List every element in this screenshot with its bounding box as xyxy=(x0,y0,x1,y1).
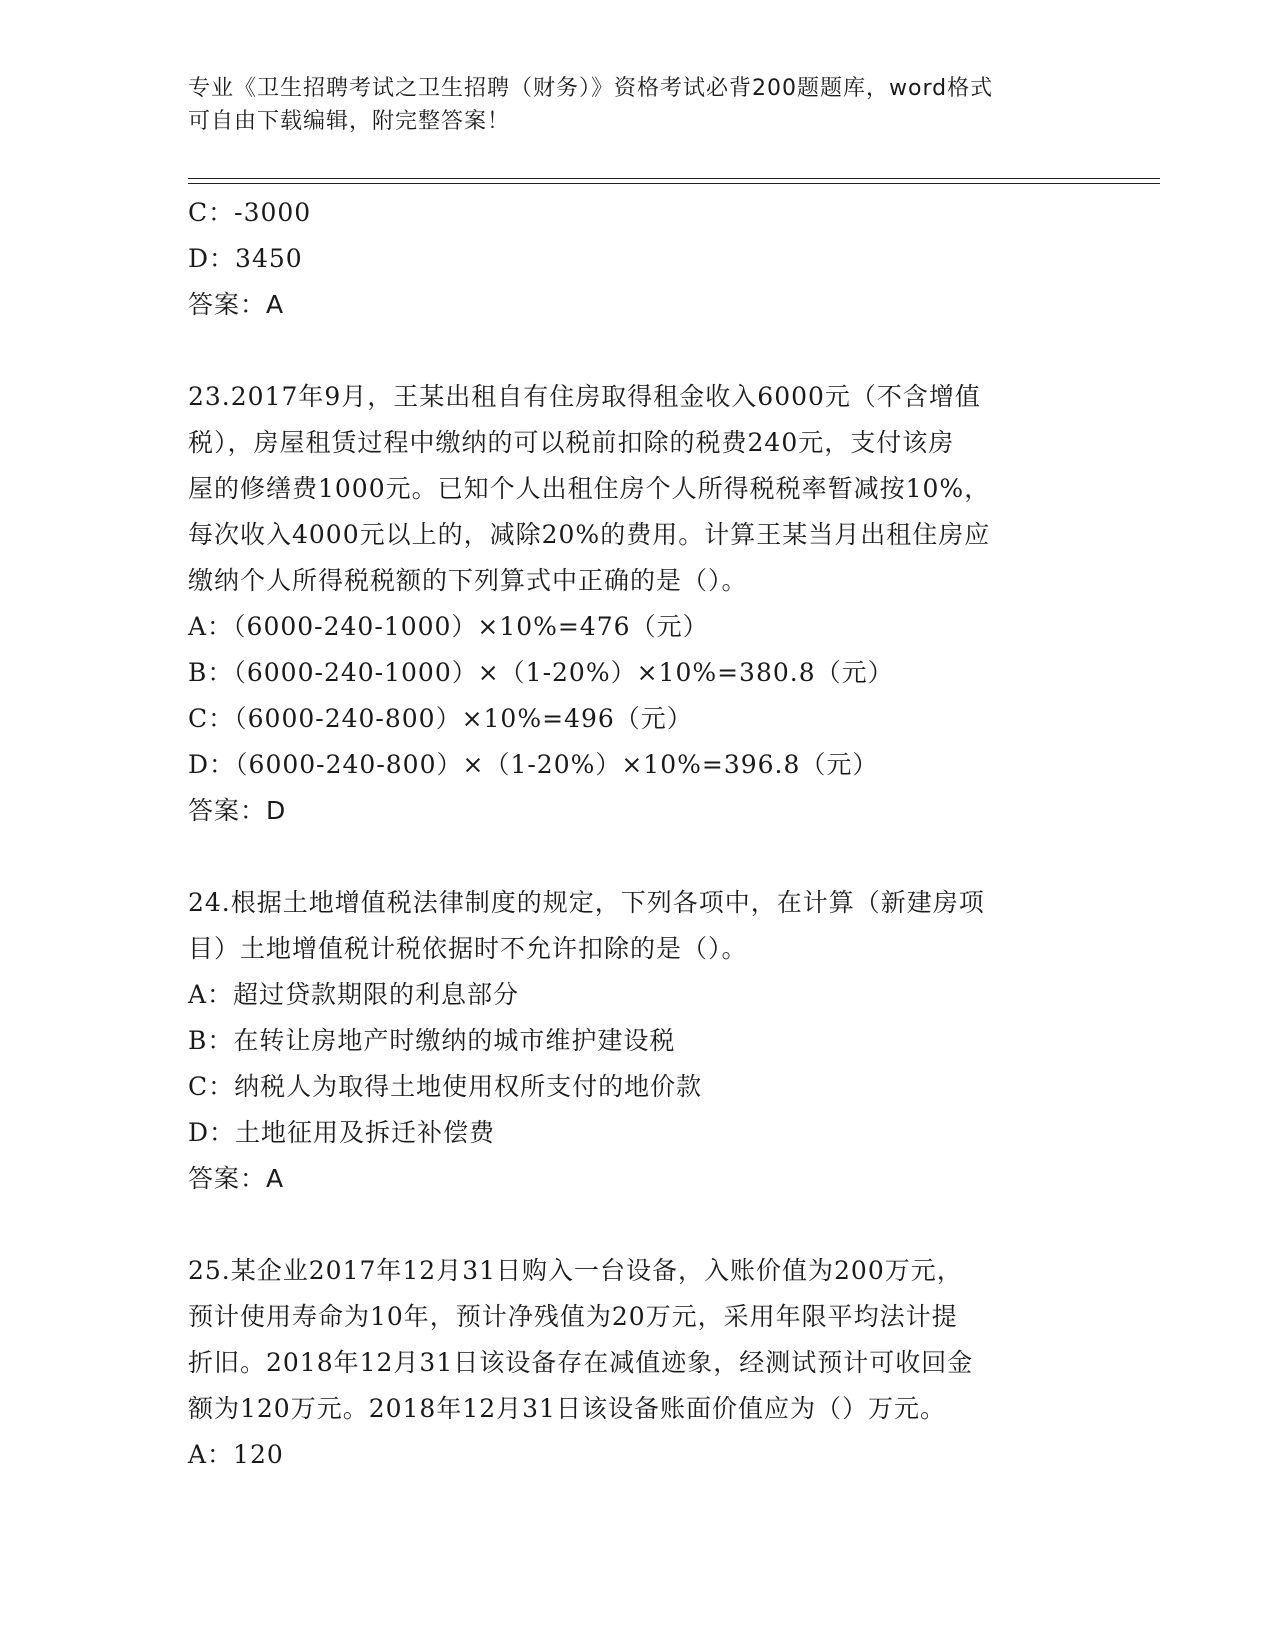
option-c: C：-3000 xyxy=(188,198,312,227)
question-25 xyxy=(188,1248,1088,1478)
document-body xyxy=(188,190,1088,1478)
document-header xyxy=(188,72,1088,138)
spacer xyxy=(188,834,1088,880)
question-stem-line: 每次收入4000元以上的，减除20%的费用。计算王某当月出租住房应 xyxy=(188,520,991,549)
spacer xyxy=(188,1202,1088,1248)
question-22-tail xyxy=(188,190,1088,328)
option-a: A：（6000-240-1000）×10%=476（元） xyxy=(188,612,709,641)
question-stem-line: 23.2017年9月，王某出租自有住房取得租金收入6000元（不含增值 xyxy=(188,382,981,411)
option-a: A：超过贷款期限的利息部分 xyxy=(188,980,520,1009)
question-stem-line: 额为120万元。2018年12月31日该设备账面价值应为（）万元。 xyxy=(188,1394,946,1423)
answer: 答案：D xyxy=(188,796,287,825)
option-b: B：（6000-240-1000）×（1-20%）×10%=380.8（元） xyxy=(188,658,894,687)
question-stem-line: 25.某企业2017年12月31日购入一台设备，入账价值为200万元， xyxy=(188,1256,963,1285)
question-24 xyxy=(188,880,1088,1202)
question-stem-line: 折旧。2018年12月31日该设备存在减值迹象，经测试预计可收回金 xyxy=(188,1348,974,1377)
question-23 xyxy=(188,374,1088,834)
answer: 答案：A xyxy=(188,290,285,319)
answer: 答案：A xyxy=(188,1164,285,1193)
question-stem-line: 屋的修缮费1000元。已知个人出租住房个人所得税税率暂减按10%， xyxy=(188,474,991,503)
question-stem-line: 目）土地增值税计税依据时不允许扣除的是（）。 xyxy=(188,934,748,963)
header-rule-thin xyxy=(188,183,1160,184)
option-b: B：在转让房地产时缴纳的城市维护建设税 xyxy=(188,1026,676,1055)
question-stem-line: 预计使用寿命为10年，预计净残值为20万元，采用年限平均法计提 xyxy=(188,1302,958,1331)
header-line-1: 专业《卫生招聘考试之卫生招聘（财务）》资格考试必背200题题库，word格式 xyxy=(188,76,994,101)
option-c: C：纳税人为取得土地使用权所支付的地价款 xyxy=(188,1072,703,1101)
option-d: D：3450 xyxy=(188,244,303,273)
question-stem-line: 24.根据土地增值税法律制度的规定，下列各项中，在计算（新建房项 xyxy=(188,888,985,917)
header-rule-thick xyxy=(188,178,1160,179)
option-a: A：120 xyxy=(188,1440,284,1469)
spacer xyxy=(188,328,1088,374)
option-d: D：（6000-240-800）×（1-20%）×10%=396.8（元） xyxy=(188,750,879,779)
option-d: D：土地征用及拆迁补偿费 xyxy=(188,1118,496,1147)
header-line-2: 可自由下载编辑，附完整答案！ xyxy=(188,109,511,134)
option-c: C：（6000-240-800）×10%=496（元） xyxy=(188,704,693,733)
question-stem-line: 税），房屋租赁过程中缴纳的可以税前扣除的税费240元，支付该房 xyxy=(188,428,955,457)
question-stem-line: 缴纳个人所得税税额的下列算式中正确的是（）。 xyxy=(188,566,748,595)
